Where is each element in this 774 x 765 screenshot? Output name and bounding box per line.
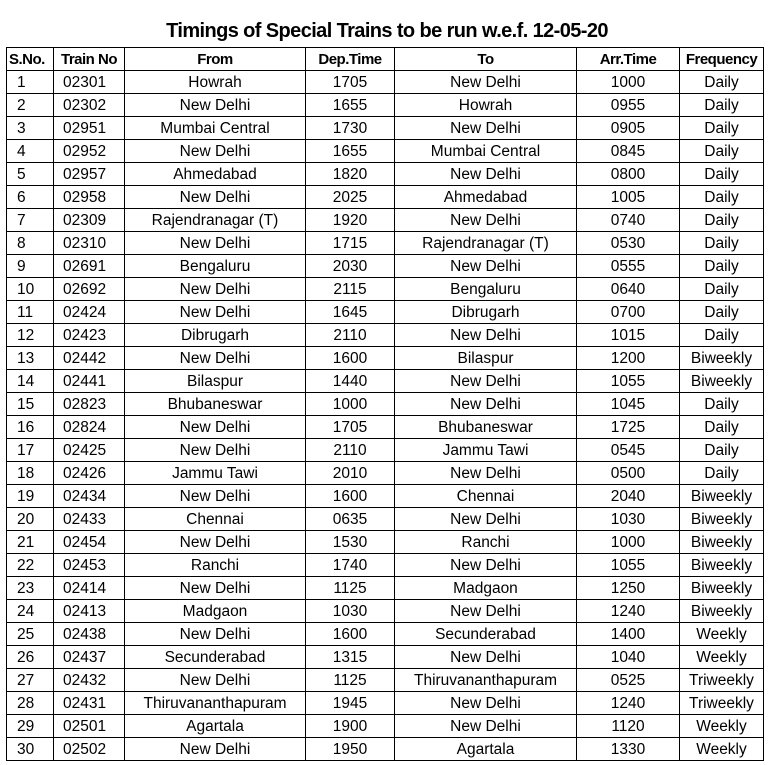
cell-frequency: Daily — [680, 301, 764, 324]
cell-to: Ranchi — [395, 531, 577, 554]
table-row — [7, 301, 764, 324]
cell-arr-time: 0525 — [577, 669, 680, 692]
table-row — [7, 393, 764, 416]
cell-train-no: 02692 — [54, 278, 125, 301]
table-body — [7, 71, 764, 761]
cell-train-no: 02502 — [54, 738, 125, 761]
col-header-train-no: Train No — [54, 48, 125, 71]
cell-from: Bilaspur — [125, 370, 306, 393]
cell-from: New Delhi — [125, 531, 306, 554]
cell-frequency: Daily — [680, 163, 764, 186]
cell-to: New Delhi — [395, 393, 577, 416]
table-row — [7, 577, 764, 600]
cell-from: Chennai — [125, 508, 306, 531]
cell-to: Ahmedabad — [395, 186, 577, 209]
cell-to: Mumbai Central — [395, 140, 577, 163]
table-row — [7, 531, 764, 554]
cell-sno: 30 — [7, 738, 54, 761]
cell-dep-time: 1900 — [306, 715, 395, 738]
cell-arr-time: 1055 — [577, 554, 680, 577]
table-row — [7, 485, 764, 508]
cell-to: Bengaluru — [395, 278, 577, 301]
table-row — [7, 209, 764, 232]
cell-dep-time: 2110 — [306, 324, 395, 347]
cell-sno: 5 — [7, 163, 54, 186]
cell-train-no: 02824 — [54, 416, 125, 439]
cell-train-no: 02691 — [54, 255, 125, 278]
cell-frequency: Biweekly — [680, 577, 764, 600]
cell-to: Bhubaneswar — [395, 416, 577, 439]
cell-arr-time: 1120 — [577, 715, 680, 738]
cell-sno: 11 — [7, 301, 54, 324]
cell-from: Madgaon — [125, 600, 306, 623]
cell-dep-time: 1125 — [306, 669, 395, 692]
cell-train-no: 02434 — [54, 485, 125, 508]
cell-dep-time: 2025 — [306, 186, 395, 209]
cell-from: New Delhi — [125, 485, 306, 508]
cell-arr-time: 1725 — [577, 416, 680, 439]
cell-arr-time: 0545 — [577, 439, 680, 462]
cell-arr-time: 0500 — [577, 462, 680, 485]
table-row — [7, 186, 764, 209]
cell-train-no: 02433 — [54, 508, 125, 531]
cell-frequency: Biweekly — [680, 347, 764, 370]
table-row — [7, 94, 764, 117]
cell-to: New Delhi — [395, 554, 577, 577]
table-row — [7, 462, 764, 485]
cell-from: New Delhi — [125, 416, 306, 439]
cell-from: Secunderabad — [125, 646, 306, 669]
cell-frequency: Daily — [680, 462, 764, 485]
cell-from: New Delhi — [125, 669, 306, 692]
cell-train-no: 02442 — [54, 347, 125, 370]
cell-sno: 12 — [7, 324, 54, 347]
cell-arr-time: 1030 — [577, 508, 680, 531]
cell-to: New Delhi — [395, 209, 577, 232]
cell-train-no: 02952 — [54, 140, 125, 163]
cell-sno: 17 — [7, 439, 54, 462]
cell-train-no: 02310 — [54, 232, 125, 255]
cell-arr-time: 0800 — [577, 163, 680, 186]
cell-from: Thiruvananthapuram — [125, 692, 306, 715]
cell-arr-time: 1240 — [577, 600, 680, 623]
cell-frequency: Weekly — [680, 715, 764, 738]
table-row — [7, 600, 764, 623]
cell-dep-time: 1820 — [306, 163, 395, 186]
cell-train-no: 02424 — [54, 301, 125, 324]
cell-frequency: Daily — [680, 71, 764, 94]
table-row — [7, 715, 764, 738]
cell-to: New Delhi — [395, 117, 577, 140]
col-header-arr-time: Arr.Time — [577, 48, 680, 71]
cell-from: Rajendranagar (T) — [125, 209, 306, 232]
cell-train-no: 02454 — [54, 531, 125, 554]
cell-to: New Delhi — [395, 324, 577, 347]
cell-frequency: Daily — [680, 255, 764, 278]
cell-to: Rajendranagar (T) — [395, 232, 577, 255]
cell-dep-time: 1950 — [306, 738, 395, 761]
table-row — [7, 140, 764, 163]
cell-from: New Delhi — [125, 577, 306, 600]
cell-arr-time: 1055 — [577, 370, 680, 393]
cell-sno: 23 — [7, 577, 54, 600]
table-row — [7, 278, 764, 301]
cell-train-no: 02413 — [54, 600, 125, 623]
cell-to: Agartala — [395, 738, 577, 761]
cell-train-no: 02431 — [54, 692, 125, 715]
cell-dep-time: 1600 — [306, 347, 395, 370]
table-row — [7, 163, 764, 186]
cell-to: New Delhi — [395, 715, 577, 738]
document-title: Timings of Special Trains to be run w.e.f. 12-05-20 — [166, 20, 608, 42]
cell-dep-time: 1315 — [306, 646, 395, 669]
cell-sno: 2 — [7, 94, 54, 117]
cell-sno: 19 — [7, 485, 54, 508]
cell-dep-time: 0635 — [306, 508, 395, 531]
cell-dep-time: 1920 — [306, 209, 395, 232]
cell-from: Dibrugarh — [125, 324, 306, 347]
cell-to: Madgaon — [395, 577, 577, 600]
cell-frequency: Daily — [680, 416, 764, 439]
cell-sno: 10 — [7, 278, 54, 301]
cell-to: New Delhi — [395, 255, 577, 278]
cell-to: Dibrugarh — [395, 301, 577, 324]
cell-to: New Delhi — [395, 370, 577, 393]
cell-arr-time: 0530 — [577, 232, 680, 255]
cell-frequency: Daily — [680, 186, 764, 209]
cell-dep-time: 1945 — [306, 692, 395, 715]
cell-arr-time: 1250 — [577, 577, 680, 600]
cell-train-no: 02453 — [54, 554, 125, 577]
cell-arr-time: 0640 — [577, 278, 680, 301]
col-header-frequency: Frequency — [680, 48, 764, 71]
cell-dep-time: 1705 — [306, 71, 395, 94]
cell-arr-time: 1015 — [577, 324, 680, 347]
cell-sno: 22 — [7, 554, 54, 577]
cell-sno: 6 — [7, 186, 54, 209]
cell-sno: 3 — [7, 117, 54, 140]
cell-sno: 18 — [7, 462, 54, 485]
cell-from: New Delhi — [125, 278, 306, 301]
cell-from: New Delhi — [125, 301, 306, 324]
cell-sno: 13 — [7, 347, 54, 370]
cell-frequency: Daily — [680, 232, 764, 255]
table-row — [7, 554, 764, 577]
table-row — [7, 117, 764, 140]
cell-arr-time: 1330 — [577, 738, 680, 761]
cell-dep-time: 1000 — [306, 393, 395, 416]
cell-train-no: 02302 — [54, 94, 125, 117]
table-row — [7, 370, 764, 393]
table-row — [7, 232, 764, 255]
cell-sno: 25 — [7, 623, 54, 646]
cell-frequency: Daily — [680, 94, 764, 117]
cell-sno: 14 — [7, 370, 54, 393]
cell-frequency: Weekly — [680, 646, 764, 669]
cell-arr-time: 0740 — [577, 209, 680, 232]
table-row — [7, 255, 764, 278]
cell-dep-time: 1530 — [306, 531, 395, 554]
cell-frequency: Daily — [680, 209, 764, 232]
table-row — [7, 738, 764, 761]
cell-train-no: 02437 — [54, 646, 125, 669]
cell-frequency: Daily — [680, 324, 764, 347]
cell-frequency: Biweekly — [680, 485, 764, 508]
cell-frequency: Biweekly — [680, 531, 764, 554]
cell-arr-time: 1000 — [577, 71, 680, 94]
cell-dep-time: 2010 — [306, 462, 395, 485]
table-row — [7, 623, 764, 646]
cell-arr-time: 0845 — [577, 140, 680, 163]
cell-sno: 29 — [7, 715, 54, 738]
cell-frequency: Biweekly — [680, 370, 764, 393]
col-header-from: From — [125, 48, 306, 71]
table-row — [7, 669, 764, 692]
cell-dep-time: 1125 — [306, 577, 395, 600]
cell-sno: 9 — [7, 255, 54, 278]
cell-train-no: 02309 — [54, 209, 125, 232]
cell-to: Jammu Tawi — [395, 439, 577, 462]
cell-arr-time: 0955 — [577, 94, 680, 117]
cell-to: New Delhi — [395, 646, 577, 669]
cell-train-no: 02301 — [54, 71, 125, 94]
cell-from: New Delhi — [125, 347, 306, 370]
cell-train-no: 02414 — [54, 577, 125, 600]
cell-to: Secunderabad — [395, 623, 577, 646]
col-header-dep-time: Dep.Time — [306, 48, 395, 71]
cell-dep-time: 1600 — [306, 485, 395, 508]
cell-from: Bengaluru — [125, 255, 306, 278]
cell-from: New Delhi — [125, 94, 306, 117]
cell-from: Howrah — [125, 71, 306, 94]
cell-dep-time: 1655 — [306, 94, 395, 117]
cell-from: New Delhi — [125, 738, 306, 761]
cell-from: Mumbai Central — [125, 117, 306, 140]
col-header-sno: S.No. — [7, 48, 54, 71]
cell-to: New Delhi — [395, 462, 577, 485]
table-row — [7, 324, 764, 347]
cell-arr-time: 1240 — [577, 692, 680, 715]
cell-sno: 1 — [7, 71, 54, 94]
cell-dep-time: 1600 — [306, 623, 395, 646]
cell-dep-time: 1705 — [306, 416, 395, 439]
cell-dep-time: 1730 — [306, 117, 395, 140]
cell-arr-time: 1040 — [577, 646, 680, 669]
cell-to: Bilaspur — [395, 347, 577, 370]
cell-sno: 4 — [7, 140, 54, 163]
cell-from: Jammu Tawi — [125, 462, 306, 485]
cell-arr-time: 1000 — [577, 531, 680, 554]
cell-frequency: Biweekly — [680, 554, 764, 577]
cell-dep-time: 2115 — [306, 278, 395, 301]
cell-frequency: Daily — [680, 278, 764, 301]
cell-train-no: 02426 — [54, 462, 125, 485]
cell-frequency: Weekly — [680, 738, 764, 761]
cell-from: New Delhi — [125, 623, 306, 646]
cell-train-no: 02823 — [54, 393, 125, 416]
cell-sno: 21 — [7, 531, 54, 554]
cell-to: New Delhi — [395, 71, 577, 94]
cell-sno: 15 — [7, 393, 54, 416]
table-row — [7, 439, 764, 462]
cell-train-no: 02957 — [54, 163, 125, 186]
cell-dep-time: 2110 — [306, 439, 395, 462]
cell-frequency: Triweekly — [680, 692, 764, 715]
header-row — [7, 48, 764, 71]
table-row — [7, 347, 764, 370]
cell-frequency: Weekly — [680, 623, 764, 646]
cell-train-no: 02432 — [54, 669, 125, 692]
cell-to: New Delhi — [395, 163, 577, 186]
cell-arr-time: 1045 — [577, 393, 680, 416]
cell-sno: 16 — [7, 416, 54, 439]
cell-frequency: Daily — [680, 140, 764, 163]
cell-arr-time: 0905 — [577, 117, 680, 140]
cell-dep-time: 1645 — [306, 301, 395, 324]
cell-arr-time: 0555 — [577, 255, 680, 278]
cell-from: Ranchi — [125, 554, 306, 577]
cell-arr-time: 1005 — [577, 186, 680, 209]
cell-dep-time: 2030 — [306, 255, 395, 278]
cell-to: Thiruvananthapuram — [395, 669, 577, 692]
cell-sno: 28 — [7, 692, 54, 715]
cell-frequency: Daily — [680, 117, 764, 140]
cell-train-no: 02423 — [54, 324, 125, 347]
cell-frequency: Biweekly — [680, 508, 764, 531]
cell-to: New Delhi — [395, 600, 577, 623]
cell-dep-time: 1715 — [306, 232, 395, 255]
table-row — [7, 692, 764, 715]
cell-train-no: 02425 — [54, 439, 125, 462]
cell-arr-time: 1400 — [577, 623, 680, 646]
cell-from: New Delhi — [125, 140, 306, 163]
table-row — [7, 646, 764, 669]
cell-to: New Delhi — [395, 692, 577, 715]
cell-from: New Delhi — [125, 232, 306, 255]
cell-dep-time: 1440 — [306, 370, 395, 393]
cell-from: New Delhi — [125, 439, 306, 462]
cell-sno: 7 — [7, 209, 54, 232]
cell-to: Chennai — [395, 485, 577, 508]
cell-frequency: Biweekly — [680, 600, 764, 623]
cell-to: Howrah — [395, 94, 577, 117]
cell-dep-time: 1030 — [306, 600, 395, 623]
cell-sno: 24 — [7, 600, 54, 623]
cell-to: New Delhi — [395, 508, 577, 531]
cell-from: Bhubaneswar — [125, 393, 306, 416]
cell-train-no: 02441 — [54, 370, 125, 393]
cell-from: New Delhi — [125, 186, 306, 209]
cell-frequency: Daily — [680, 439, 764, 462]
cell-train-no: 02438 — [54, 623, 125, 646]
cell-sno: 8 — [7, 232, 54, 255]
cell-dep-time: 1655 — [306, 140, 395, 163]
cell-frequency: Triweekly — [680, 669, 764, 692]
cell-train-no: 02958 — [54, 186, 125, 209]
cell-sno: 20 — [7, 508, 54, 531]
table-row — [7, 71, 764, 94]
cell-from: Ahmedabad — [125, 163, 306, 186]
train-timings-table — [6, 47, 764, 761]
col-header-to: To — [395, 48, 577, 71]
cell-dep-time: 1740 — [306, 554, 395, 577]
table-row — [7, 508, 764, 531]
cell-train-no: 02501 — [54, 715, 125, 738]
cell-arr-time: 0700 — [577, 301, 680, 324]
cell-sno: 27 — [7, 669, 54, 692]
cell-train-no: 02951 — [54, 117, 125, 140]
cell-from: Agartala — [125, 715, 306, 738]
cell-arr-time: 2040 — [577, 485, 680, 508]
cell-sno: 26 — [7, 646, 54, 669]
cell-frequency: Daily — [680, 393, 764, 416]
cell-arr-time: 1200 — [577, 347, 680, 370]
table-row — [7, 416, 764, 439]
